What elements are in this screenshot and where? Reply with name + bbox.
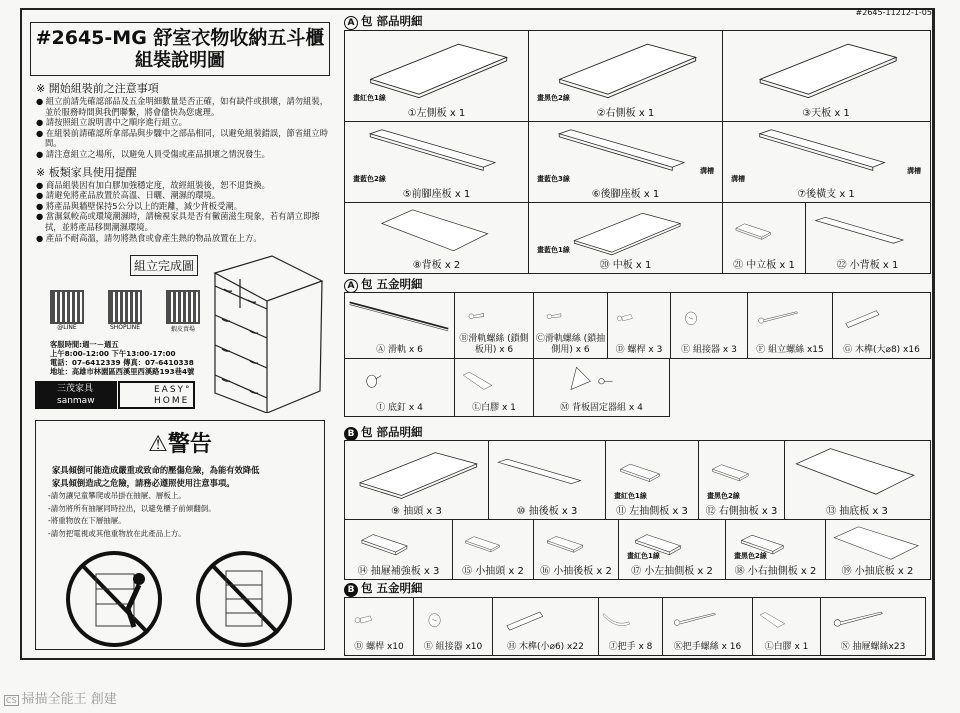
part-label: Ⓒ滑軌螺絲 (鎖抽側用) x 6: [535, 334, 606, 355]
parts-row: [345, 598, 925, 655]
part-cell: [725, 520, 825, 579]
board-icon: [529, 31, 722, 101]
notes-list-1: [36, 96, 328, 160]
screw-long-icon: [821, 598, 925, 642]
notes-heading-1: ※ 開始組裝前之注意事項: [36, 82, 159, 95]
dowel-icon: [833, 293, 930, 344]
part-cell: [533, 293, 607, 358]
qr-code-label: 蝦皮賣場: [170, 326, 195, 333]
part-label: Ⓐ 滑軌 x 6: [376, 345, 423, 355]
cam-lock-icon: [671, 293, 747, 344]
part-cell: [607, 293, 670, 358]
part-label: Ⓓ 螺桿 x 3: [615, 345, 663, 355]
note-item: ● 組立前請先確認部品及五金明細數量是否正確，如有缺件或損壞，請勿組裝，並於服務時間與我們聯繫，將會儘快為您處理。: [36, 96, 328, 117]
a-hardware-heading: [344, 276, 423, 293]
address: 地址：高雄市林園區西溪里西溪路193巷4號: [50, 367, 195, 376]
part-label: Ⓔ 組接器 x 3: [681, 345, 737, 355]
groove-note: 溝槽: [907, 167, 921, 175]
qr-code-icon: [50, 290, 84, 324]
part-cell: [345, 31, 528, 121]
part-label: Ⓗ 木榫(小⌀6) x22: [507, 642, 584, 652]
cam-bolt-icon: [345, 598, 413, 642]
part-label: ⑩ 抽後板 x 3: [516, 506, 578, 517]
strip-icon: [806, 203, 929, 258]
qr-code-label: @LINE: [57, 324, 77, 331]
sub-brand-line2: HOME: [154, 396, 190, 406]
part-cell: [492, 598, 598, 655]
part-cell: [698, 441, 784, 519]
service-time: 上午8:00-12:00 下午13:00-17:00: [50, 349, 176, 358]
parts-row: [345, 441, 930, 519]
b-parts-title: 包 部品明細: [361, 425, 423, 439]
parts-row: [345, 519, 930, 579]
qr-code-icon: [166, 290, 200, 324]
part-marking-note: 畫紅色1線: [353, 94, 386, 102]
part-cell: [825, 520, 929, 579]
part-label: ⑨ 抽頭 x 3: [391, 506, 442, 517]
dowel-icon: [493, 598, 598, 642]
a-parts-title: 包 部品明細: [361, 14, 423, 28]
part-cell: [345, 293, 454, 358]
bar-icon: [723, 122, 929, 184]
part-marking-note: 畫紅色1線: [627, 552, 660, 560]
sheet-icon: [785, 441, 929, 502]
note-item: ● 當濕氣較高或環境潮濕時，請檢視家具是否有黴菌滋生現象，若有請立即擦拭，並將產品移開潮濕環境。: [36, 211, 328, 232]
a-badge: A: [344, 16, 358, 30]
part-label: Ⓕ 組立螺絲 x15: [756, 345, 824, 355]
glue-icon: [753, 598, 820, 642]
parts-row: [344, 292, 931, 359]
cam-bolt-icon: [608, 293, 670, 344]
part-cell: [598, 598, 662, 655]
brand-name-zh: 三茂家具: [57, 384, 94, 394]
part-label: Ⓛ白膠 x 1: [764, 642, 809, 652]
part-label: ⑬ 抽底板 x 3: [826, 506, 888, 517]
note-item: ● 產品不耐高溫，請勿將熱食或會產生熱的物品放置在上方。: [36, 233, 328, 244]
part-cell: [722, 31, 929, 121]
warning-title: [36, 427, 324, 458]
note-item: ● 請注意組立之場所，以避免人員受傷或產品損壞之情況發生。: [36, 149, 328, 160]
a-badge: A: [344, 279, 358, 293]
document-code: #2645-11212-1-05: [855, 8, 932, 17]
title-line2: 組裝說明圖: [135, 50, 225, 71]
part-cell: [722, 203, 805, 273]
b-hardware-table: [344, 597, 926, 656]
notes: [36, 82, 328, 249]
note-item: ● 請按照組立說明書中之順序進行組立。: [36, 117, 328, 128]
easy-home-logo: [118, 381, 195, 409]
part-cell: [345, 441, 488, 519]
warning-lead-2: 家具傾倒造成之危險，請務必遵照使用注意事項。: [52, 478, 235, 488]
part-label: ⑳ 中板 x 1: [599, 260, 652, 271]
part-label: ①左側板 x 1: [407, 108, 466, 119]
phone-fax: 電話：07-6412339 傳真：07-6410338: [50, 358, 194, 367]
parts-row: [345, 202, 930, 273]
sheet-icon: [345, 203, 528, 258]
part-label: ⑯ 小抽後板 x 2: [540, 566, 612, 577]
part-label: Ⓛ白膠 x 1: [472, 403, 516, 413]
warning-item: -請勿把電視或其他重物放在此產品上方。: [48, 528, 186, 538]
note-item: ● 請避免將產品放置於高溫、日曬、潮濕的環境。: [36, 190, 328, 201]
watermark-text: 掃描全能王 創建: [21, 692, 117, 707]
warning-lead-1: 家具傾倒可能造成嚴重或致命的壓傷危險，為能有效降低: [52, 465, 260, 475]
a-hardware-title: 包 五金明細: [361, 277, 423, 291]
notes-heading-2: ※ 板類家具使用提醒: [36, 165, 137, 179]
qr-codes: [42, 290, 208, 333]
part-label: Ⓙ把手 x 8: [608, 642, 653, 652]
part-cell: [528, 31, 722, 121]
groove-note: 溝槽: [700, 167, 714, 175]
part-cell: [670, 293, 747, 358]
part-label: Ⓚ把手螺絲 x 16: [673, 642, 742, 652]
glue-icon: [455, 359, 533, 403]
part-label: ⑲ 小抽底板 x 2: [841, 566, 914, 577]
qr-code-block[interactable]: [158, 290, 208, 333]
part-label: Ⓝ 抽屜螺絲x23: [840, 642, 906, 652]
a-parts-heading: [344, 13, 423, 30]
warning-triangle-icon: ⚠: [148, 432, 168, 457]
b-badge: B: [344, 583, 358, 597]
part-cell: [805, 203, 929, 273]
qr-code-block[interactable]: [100, 290, 150, 333]
part-cell: [454, 359, 533, 416]
warning-box: [35, 420, 325, 650]
b-hardware-title: 包 五金明細: [361, 581, 423, 595]
sub-brand-line1: EASY°: [154, 385, 192, 395]
part-label: ⑧背板 x 2: [412, 260, 461, 271]
warning-item: -請勿將所有抽屜同時拉出，以避免櫃子前傾翻倒。: [48, 503, 216, 513]
part-cell: [618, 520, 725, 579]
dresser-drawing: [212, 253, 327, 413]
part-marking-note: 畫紅色1線: [614, 492, 647, 500]
part-cell: [784, 441, 929, 519]
part-marking-note: 畫黑色2線: [707, 492, 740, 500]
cam-lock-icon: [414, 598, 492, 642]
part-label: ⑪ 左抽側板 x 3: [616, 506, 688, 517]
part-cell: [605, 441, 698, 519]
part-label: ⑫ 右側抽板 x 3: [705, 506, 778, 517]
foot-nail-icon: [345, 359, 454, 403]
rail-icon: [345, 293, 454, 344]
parts-row: [345, 31, 930, 121]
warning-items: [36, 490, 324, 540]
handle-icon: [599, 598, 662, 642]
bracket-icon: [534, 359, 669, 403]
board-icon: [345, 441, 488, 502]
part-cell: [528, 203, 722, 273]
part-label: ⑥後腳座板 x 1: [591, 189, 660, 200]
screw-long-icon: [663, 598, 752, 642]
watermark-badge: CS: [6, 696, 17, 705]
part-cell: [345, 598, 413, 655]
b-hardware-heading: [344, 580, 423, 597]
screw-long-icon: [748, 293, 832, 344]
sheet-icon: [826, 520, 929, 566]
part-label: ⑭ 抽屜補強板 x 3: [357, 566, 440, 577]
part-label: Ⓔ 組接器 x10: [423, 642, 483, 652]
part-marking-note: 畫藍色1線: [537, 246, 570, 254]
b-parts-table: [344, 440, 931, 580]
part-label: ⑱ 小右抽側板 x 2: [734, 566, 817, 577]
qr-code-icon: [108, 290, 142, 324]
contact-info: [50, 340, 194, 376]
part-label: ㉑ 中立板 x 1: [733, 260, 795, 271]
brand-name-en: sanmaw: [57, 396, 95, 406]
note-item: ● 在組裝前請確認所拿部品與步驟中之部品相同，以避免組裝錯誤，節省組立時間。: [36, 128, 328, 149]
b-parts-heading: [344, 424, 423, 441]
part-cell: [452, 520, 533, 579]
part-marking-note: 畫藍色2線: [353, 175, 386, 183]
part-cell: [662, 598, 752, 655]
warning-item: -請勿讓兒童攀爬或吊掛在抽屜、層板上。: [48, 491, 186, 500]
notes-list-2: [36, 180, 328, 244]
part-cell: [832, 293, 930, 358]
qr-code-label: SHOPLINE: [109, 324, 141, 331]
part-cell: [454, 293, 533, 358]
warning-title-text: 警告: [167, 432, 212, 457]
part-marking-note: 畫黑色2線: [537, 94, 570, 102]
part-label: Ⓓ 螺桿 x10: [354, 642, 404, 652]
title-box: [30, 22, 330, 76]
parts-row: [344, 359, 670, 417]
part-label: Ⓖ 木榫(大⌀8) x16: [843, 345, 920, 355]
qr-code-block[interactable]: [42, 290, 92, 333]
part-label: ⑮ 小抽頭 x 2: [462, 566, 524, 577]
block-icon: [534, 520, 618, 566]
part-cell: [747, 293, 832, 358]
parts-row: [345, 121, 930, 202]
part-label: ⑤前腳座板 x 1: [402, 189, 471, 200]
service-days: 客服時間:週一－週五: [50, 340, 119, 349]
part-cell: [345, 203, 528, 273]
title-line1: #2645-MG 舒室衣物收納五斗櫃: [35, 27, 325, 49]
part-marking-note: 溝槽: [731, 175, 745, 183]
part-label: Ⓘ 底釘 x 4: [376, 403, 423, 413]
part-cell: [345, 122, 528, 202]
part-label: ③天板 x 1: [802, 108, 850, 119]
part-marking-note: 畫藍色3線: [537, 175, 570, 183]
block-icon: [723, 203, 805, 258]
no-climbing-icons: [36, 549, 326, 649]
board-icon: [723, 31, 929, 101]
note-item: ● 將產品與牆壁保持5公分以上的距離，減少背板受潮。: [36, 201, 328, 212]
part-cell: [533, 359, 669, 416]
part-label: ㉒ 小背板 x 1: [836, 260, 899, 271]
part-cell: [345, 520, 452, 579]
a-parts-table: [344, 30, 931, 274]
part-label: Ⓑ滑軌螺絲 (鎖側板用) x 6: [459, 334, 529, 355]
part-label: Ⓜ 背板固定器組 x 4: [560, 403, 643, 413]
b-badge: B: [344, 427, 358, 441]
part-label: ⑦後橫支 x 1: [797, 189, 855, 200]
part-cell: [413, 598, 492, 655]
part-label: ②右側板 x 1: [596, 108, 655, 119]
note-item: ● 商品組裝因有加白膠加強穩定度，故經組裝後，恕不退貨換。: [36, 180, 328, 191]
part-label: ⑰ 小左抽側板 x 2: [631, 566, 713, 577]
strip-icon: [489, 441, 605, 502]
board-icon: [345, 31, 528, 101]
part-cell: [820, 598, 925, 655]
part-cell: [752, 598, 820, 655]
part-cell: [488, 441, 605, 519]
warning-item: -將重物放在下層抽屜。: [48, 516, 126, 525]
part-cell: [533, 520, 618, 579]
block-icon: [453, 520, 533, 566]
a-hardware-table: [344, 292, 930, 417]
block-icon: [345, 520, 452, 566]
scanner-watermark: [4, 688, 117, 707]
sanmaw-logo: [35, 381, 117, 409]
part-cell: [528, 122, 722, 202]
part-marking-note: 畫黑色2線: [734, 552, 767, 560]
part-cell: [345, 359, 454, 416]
completion-label: 組立完成圖: [130, 255, 198, 276]
part-cell: [722, 122, 929, 202]
